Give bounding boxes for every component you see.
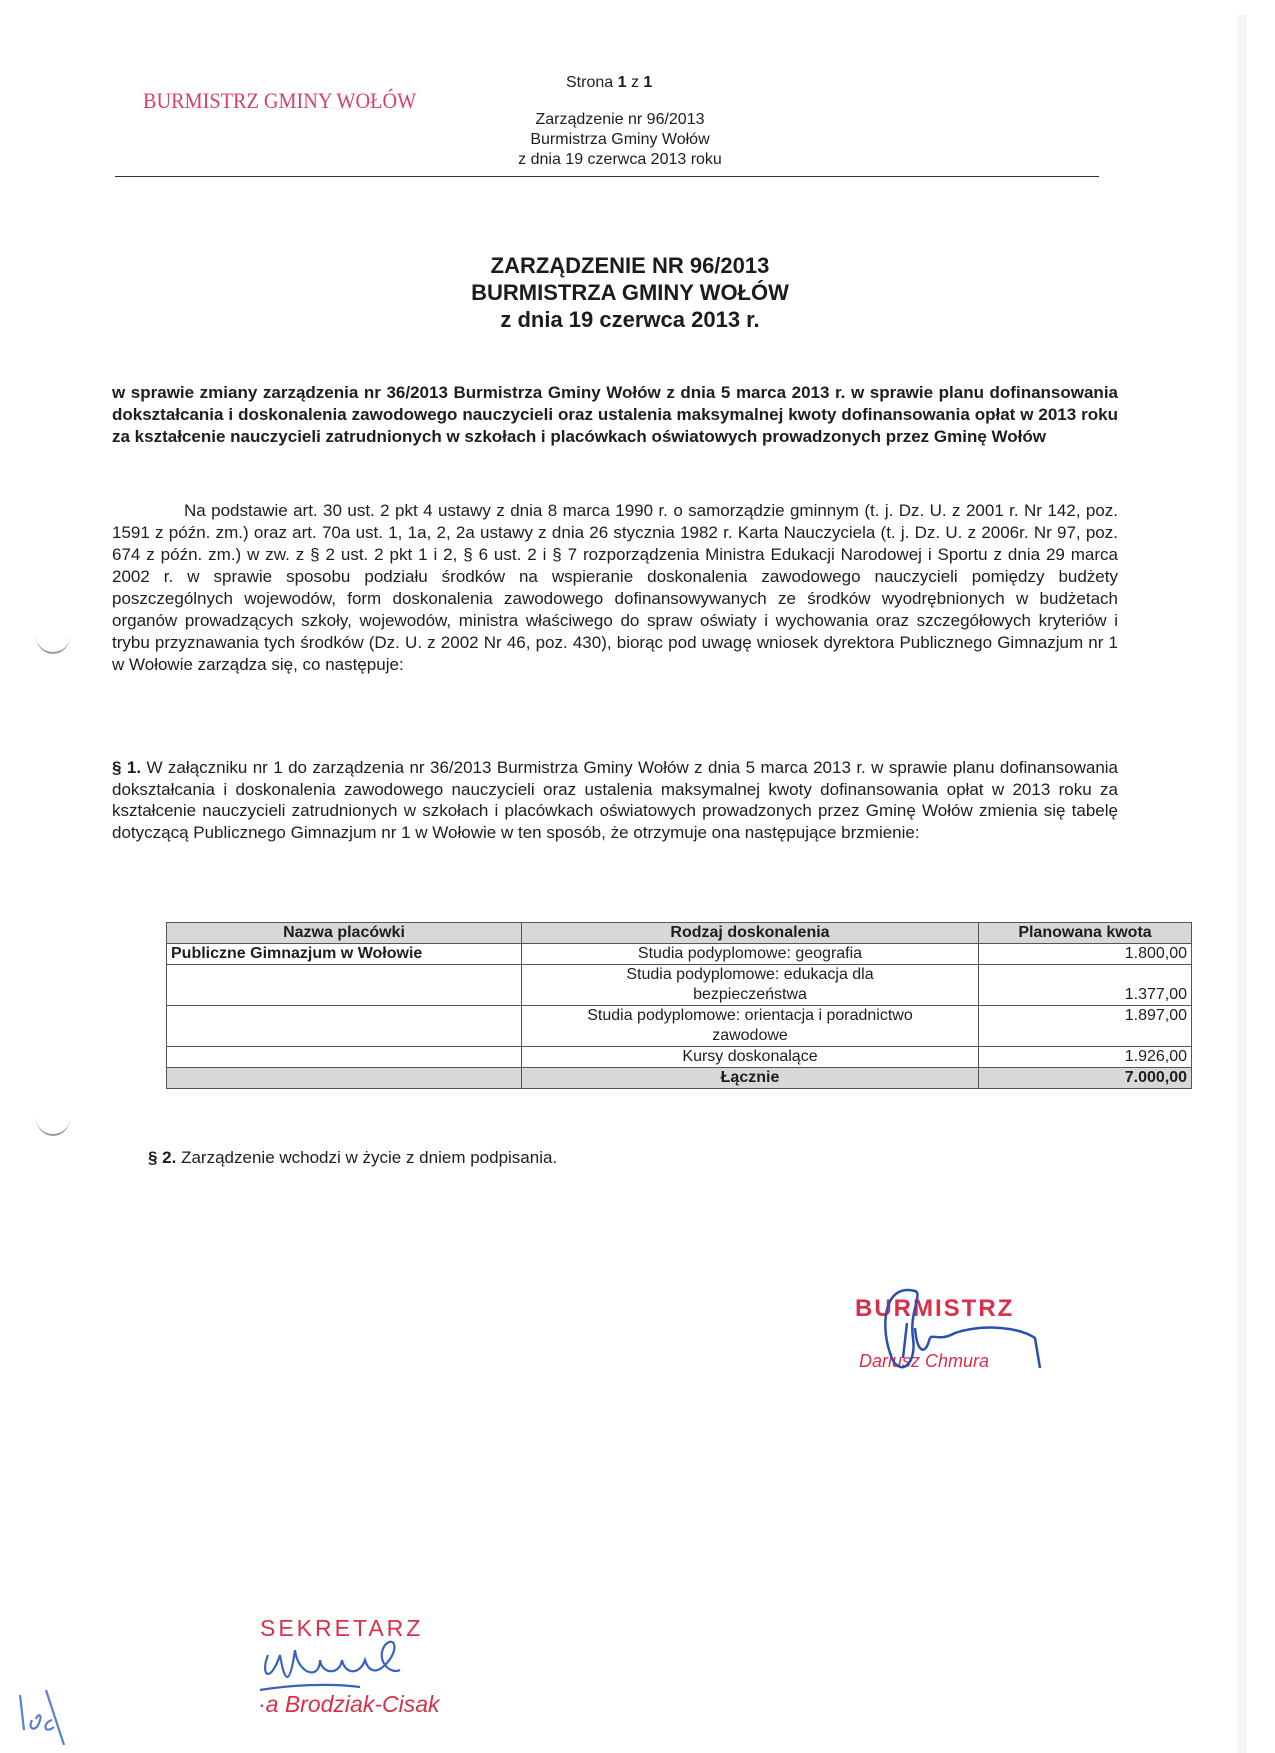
title-number: ZARZĄDZENIE NR 96/2013 (490, 253, 770, 278)
column-header-amount: Planowana kwota (979, 923, 1192, 944)
cell-amount: 1.800,00 (979, 944, 1192, 965)
cell-school (167, 965, 522, 1006)
cell-school: Publiczne Gimnazjum w Wołowie (167, 944, 522, 965)
handwritten-mark-icon (12, 1675, 72, 1745)
section-1-label: § 1. (112, 758, 142, 777)
section-2-text: Zarządzenie wchodzi w życie z dniem podpisania. (181, 1148, 558, 1167)
cell-type: Kursy doskonalące (522, 1047, 979, 1068)
secretary-signature-stamp (250, 1615, 510, 1725)
secretary-name: ·a Brodziak-Cisak (258, 1691, 440, 1717)
header-stamp: BURMISTRZ GMINY WOŁÓW (143, 88, 417, 113)
total-amount: 7.000,00 (979, 1068, 1192, 1089)
table-header-row (167, 923, 1192, 944)
header-ref-number: Zarządzenie nr 96/2013 (535, 111, 705, 128)
cell-type: Studia podyplomowe: geografia (522, 944, 979, 965)
title-date: z dnia 19 czerwca 2013 r. (500, 307, 760, 332)
page-number (566, 74, 652, 92)
page-label: Strona (566, 74, 614, 91)
document-title (300, 252, 960, 333)
column-header-school: Nazwa placówki (167, 923, 522, 944)
cell-amount: 1.897,00 (979, 1006, 1192, 1047)
cell-amount: 1.926,00 (979, 1047, 1192, 1068)
section-2-label: § 2. (148, 1148, 177, 1167)
mayor-signature-icon (845, 1283, 1085, 1383)
table-row (167, 944, 1192, 965)
section-1-text: W załączniku nr 1 do zarządzenia nr 36/2013 Burmistrza Gminy Wołów z dnia 5 marca 2013 r. w sprawie planu dofinansowania dokształcania i doskonalenia zawodowego nauczycieli oraz ustalenia maksymalnej kwoty dofinansowania opłat w 2013 roku za kształcenie nauczycieli zatrudnionych w szkołach i placówkach oświatowych prowadzonych przez Gminę Wołów zmienia się tabelę dotyczącą Publicznego Gimnazjum nr 1 w Wołowie w ten sposób, że otrzymuje ona następujące brzmienie: (112, 758, 1119, 842)
table-total-row (167, 1068, 1192, 1089)
document-subject: w sprawie zmiany zarządzenia nr 36/2013 Burmistrza Gminy Wołów z dnia 5 marca 2013 r. w sprawie planu dofinansowania dokształcania i doskonalenia zawodowego nauczycieli oraz ustalenia maksymalnej kwoty dofinansowania opłat w 2013 roku za kształcenie nauczycieli zatrudnionych w szkołach i placówkach oświatowych prowadzonych przez Gminę Wołów (112, 383, 1118, 446)
punch-hole-mark (36, 1100, 70, 1136)
punch-hole-mark (36, 618, 70, 654)
legal-basis-paragraph: Na podstawie art. 30 ust. 2 pkt 4 ustawy z dnia 8 marca 1990 r. o samorządzie gminnym (t. j. Dz. U. z 2001 r. Nr 142, poz. 1591 z późn. zm.) oraz art. 70a ust. 1, 1a, 2, 2a ustawy z dnia 26 stycznia 1982 r. Karta Nauczyciela (t. j. Dz. U. z 2006r. Nr 97, poz. 674 z późn. zm.) w zw. z § 2 ust. 2 pkt 1 i 2, § 6 ust. 2 i § 7 rozporządzenia Ministra Edukacji Narodowej i Sportu z dnia 29 marca 2002 r. w sprawie sposobu podziału środków na wspieranie doskonalenia zawodowego nauczycieli pomiędzy budżety poszczególnych wojewodów, form doskonalenia zawodowego dofinansowywanych ze środków wyodrębnionych w budżetach organów prowadzących szkoły, wojewodów, ministra właściwego do spraw oświaty i wychowania oraz szczegółowych kryteriów i trybu przyznawania tych środków (Dz. U. z 2002 Nr 46, poz. 430), biorąc pod uwagę wniosek dyrektora Publicznego Gimnazjum nr 1 w Wołowie zarządza się, co następuje: (112, 501, 1118, 674)
cell-amount: 1.377,00 (979, 965, 1192, 1006)
page-sep: z (630, 74, 639, 91)
scan-edge (1237, 15, 1247, 1753)
cell-school (167, 1047, 522, 1068)
column-header-type: Rodzaj doskonalenia (522, 923, 979, 944)
header-ref-authority: Burmistrza Gminy Wołów (530, 131, 710, 148)
cell-type: Studia podyplomowe: orientacja i poradnictwo zawodowe (522, 1006, 979, 1047)
page-total: 1 (643, 74, 653, 91)
header-ref-date: z dnia 19 czerwca 2013 roku (518, 151, 722, 168)
table-row (167, 965, 1192, 1006)
cell-type: Studia podyplomowe: edukacja dla bezpieczeństwa (522, 965, 979, 1006)
table-row (167, 1006, 1192, 1047)
table-row (167, 1047, 1192, 1068)
page-current: 1 (617, 74, 627, 91)
mayor-signature-stamp (845, 1283, 1085, 1383)
mayor-name: Dariusz Chmura (859, 1351, 990, 1371)
header-reference (500, 110, 740, 170)
section-1 (112, 757, 1118, 843)
total-label: Łącznie (522, 1068, 979, 1089)
title-authority: BURMISTRZA GMINY WOŁÓW (471, 280, 789, 305)
secretary-signature-icon (250, 1615, 510, 1725)
funding-table (166, 922, 1192, 1089)
header-divider (115, 176, 1099, 177)
cell-empty (167, 1068, 522, 1089)
section-2 (148, 1148, 557, 1168)
cell-school (167, 1006, 522, 1047)
mayor-role: BURMISTRZ (855, 1295, 1015, 1322)
secretary-role: SEKRETARZ (260, 1615, 424, 1641)
